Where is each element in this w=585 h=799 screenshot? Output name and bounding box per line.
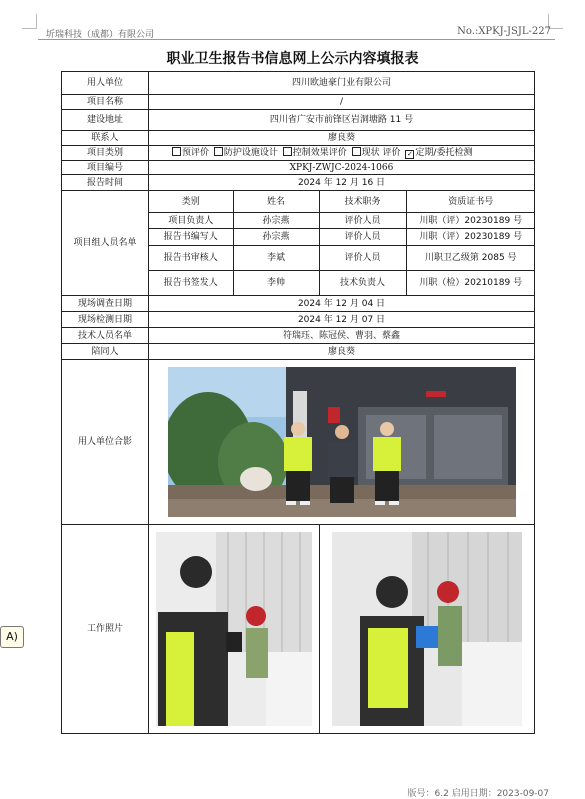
team-cert: 川职（评）20230189 号 [406, 213, 535, 229]
category-options [149, 146, 535, 161]
contact-label: 联系人 [62, 131, 149, 146]
work-photos [149, 525, 534, 733]
team-title: 评价人员 [319, 229, 406, 246]
team-header: 姓名 [233, 191, 319, 213]
survey-date-label: 现场调查日期 [62, 296, 149, 312]
group-photo [168, 367, 516, 517]
team-name: 孙宗燕 [233, 213, 319, 229]
team-role: 报告书编写人 [149, 229, 233, 246]
table-row [149, 271, 535, 296]
category-option-protection-design[interactable]: 防护设施设计 [214, 148, 278, 158]
team-cert: 川职（检）20210189 号 [406, 271, 535, 296]
work-photo-2-cell [320, 525, 534, 733]
address-label: 建设地址 [62, 110, 149, 131]
team-header: 类别 [149, 191, 233, 213]
report-time-value: 2024 年 12 月 16 日 [149, 175, 535, 191]
group-photo-label: 用人单位合影 [62, 360, 149, 525]
team-title: 技术负责人 [319, 271, 406, 296]
team-table [149, 191, 535, 295]
work-photo-2 [332, 532, 522, 726]
group-photo-cell [149, 360, 535, 525]
category-label: 项目类别 [62, 146, 149, 161]
report-time-label: 报告时间 [62, 175, 149, 191]
employer-label: 用人单位 [62, 72, 149, 95]
category-option-control-effect[interactable]: 控制效果评价 [283, 148, 347, 158]
page-title: 职业卫生报告书信息网上公示内容填报表 [166, 51, 419, 67]
header-divider [38, 39, 555, 40]
checkbox-icon [352, 147, 361, 156]
survey-date-value: 2024 年 12 月 04 日 [149, 296, 535, 312]
work-photo-1-cell [149, 525, 320, 733]
team-cert: 川职卫乙级第 2085 号 [406, 246, 535, 271]
project-no-label: 项目编号 [62, 161, 149, 175]
team-cert: 川职（评）20230189 号 [406, 229, 535, 246]
checkbox-icon [214, 147, 223, 156]
escort-label: 陪同人 [62, 344, 149, 360]
team-title: 评价人员 [319, 213, 406, 229]
work-photo-1 [156, 532, 312, 726]
table-row [149, 213, 535, 229]
project-name-value: / [149, 95, 535, 110]
test-date-value: 2024 年 12 月 07 日 [149, 312, 535, 328]
team-label: 项目组人员名单 [62, 191, 149, 296]
table-row [149, 229, 535, 246]
contact-value: 廖良葵 [149, 131, 535, 146]
technicians-label: 技术人员名单 [62, 328, 149, 344]
team-name: 李帅 [233, 271, 319, 296]
category-option-status-eval[interactable]: 现状 评价 [352, 148, 401, 158]
team-role: 报告书签发人 [149, 271, 233, 296]
team-role: 项目负责人 [149, 213, 233, 229]
address-value: 四川省广安市前锋区岩洞塘路 11 号 [149, 110, 535, 131]
team-role: 报告书审核人 [149, 246, 233, 271]
checkbox-icon [283, 147, 292, 156]
team-cell [149, 191, 535, 296]
project-name-label: 项目名称 [62, 95, 149, 110]
header-doc-number: No.:XPKJ-JSJL-227 [457, 26, 551, 37]
work-photos-cell [149, 525, 535, 734]
work-photo-label: 工作照片 [62, 525, 149, 734]
table-row [149, 246, 535, 271]
test-date-label: 现场检测日期 [62, 312, 149, 328]
technicians-value: 符瑞珏、陈冠侯、曹羽、蔡鑫 [149, 328, 535, 344]
team-name: 李斌 [233, 246, 319, 271]
side-marker: A) [0, 626, 24, 648]
header-company: 圻瑞科技（成都）有限公司 [46, 30, 155, 40]
project-no-value: XPKJ-ZWJC-2024-1066 [149, 161, 535, 175]
team-header: 技术职务 [319, 191, 406, 213]
team-name: 孙宗燕 [233, 229, 319, 246]
info-table [61, 71, 535, 734]
category-option-pre-eval[interactable]: 预评价 [172, 148, 209, 158]
checkbox-icon [172, 147, 181, 156]
category-option-periodic-testing[interactable]: ✓ 定期/委托检测 [406, 148, 473, 158]
crop-mark-top-left [22, 14, 37, 29]
team-title: 评价人员 [319, 246, 406, 271]
group-photo-image [168, 367, 516, 517]
employer-value: 四川欧迪豪门业有限公司 [149, 72, 535, 95]
team-header-row [149, 191, 535, 213]
checked-checkbox-icon: ✓ [406, 150, 413, 158]
escort-value: 廖良葵 [149, 344, 535, 360]
team-header: 资质证书号 [406, 191, 535, 213]
footer-version: 版号：6.2 启用日期：2023-09-07 [407, 789, 549, 799]
